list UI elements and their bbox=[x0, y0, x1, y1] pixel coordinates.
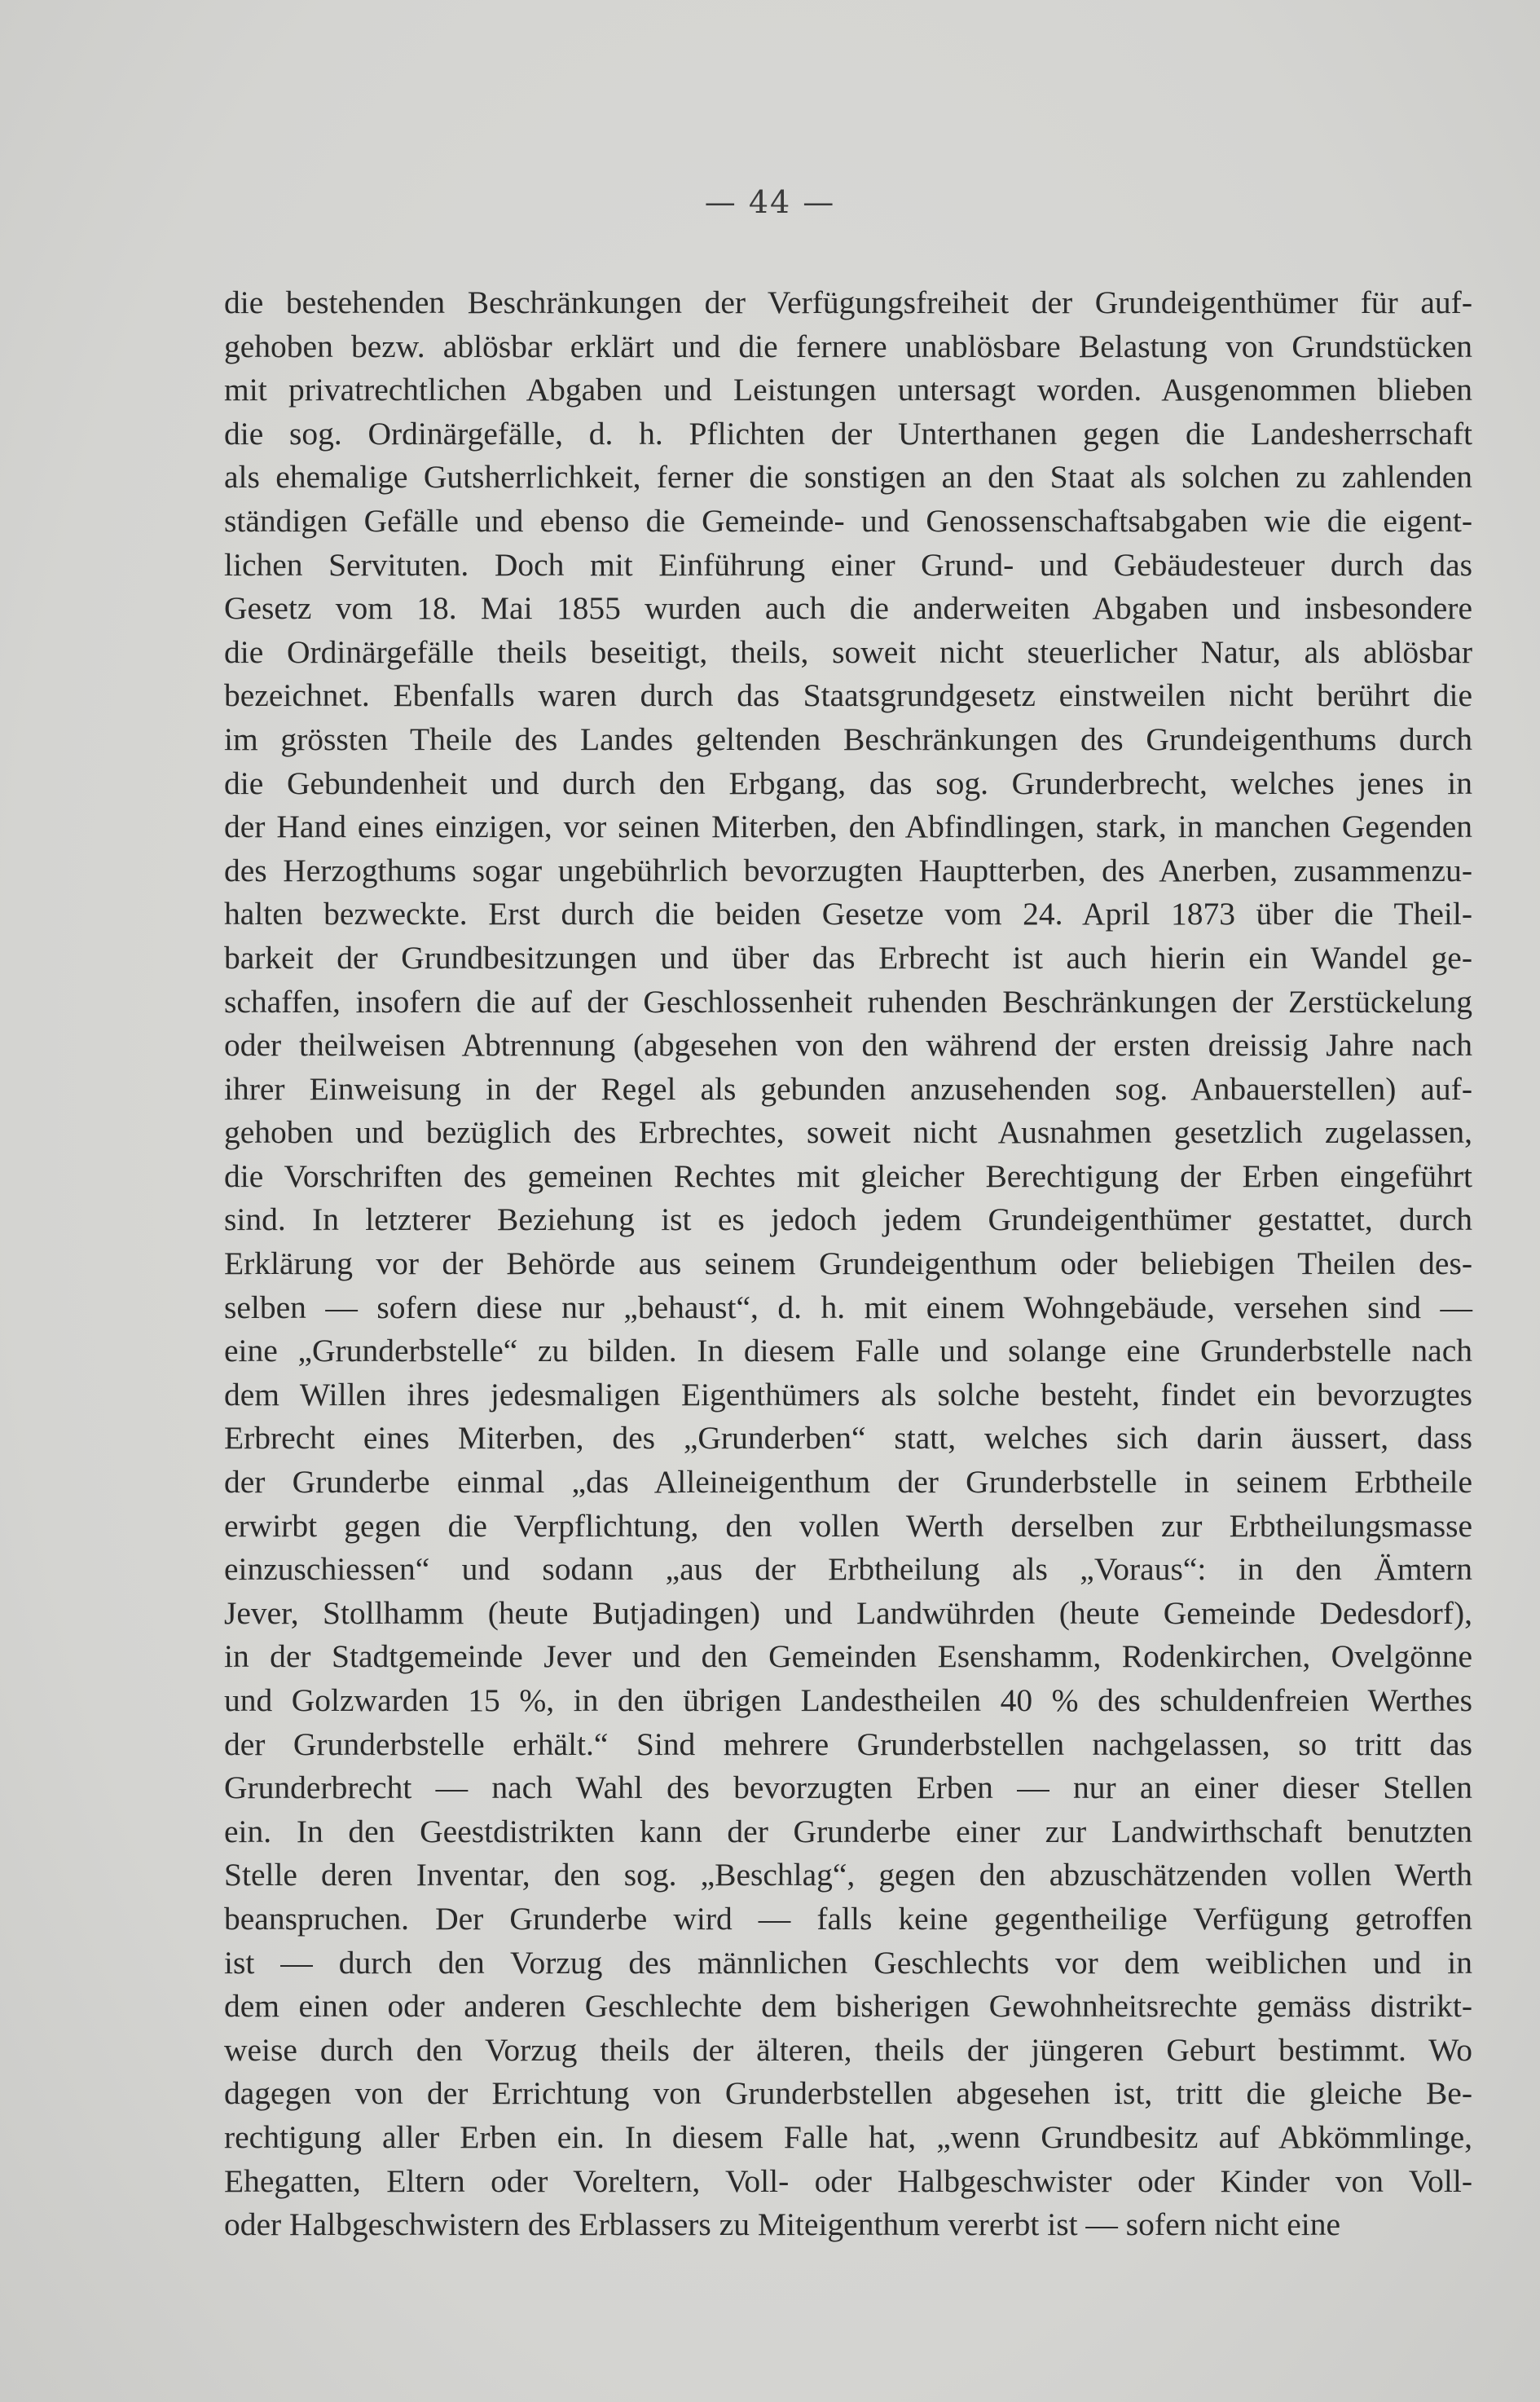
text-line: dem Willen ihres jedesmaligen Eigenthümers als solche besteht, findet ein bevorzugtes bbox=[224, 1376, 1472, 1413]
text-line: selben — sofern diese nur „behaust“, d. h. mit einem Wohngebäude, versehen sind — bbox=[224, 1289, 1472, 1325]
text-line: der Hand eines einzigen, vor seinen Miterben, den Abfindlingen, stark, in manchen Gegenden bbox=[224, 809, 1472, 845]
text-line: bezeichnet. Ebenfalls waren durch das Staatsgrundgesetz einstweilen nicht berührt die bbox=[224, 677, 1472, 714]
text-line: der Grunderbe einmal „das Alleineigenthum der Grunderbstelle in seinem Erbtheile bbox=[224, 1464, 1472, 1501]
text-line: ist — durch den Vorzug des männlichen Geschlechts vor dem weiblichen und in bbox=[224, 1944, 1472, 1981]
page-number: — 44 — bbox=[704, 184, 836, 220]
text-line: Erklärung vor der Behörde aus seinem Grundeigenthum oder beliebigen Theilen des- bbox=[224, 1245, 1472, 1282]
text-line: gehoben und bezüglich des Erbrechtes, soweit nicht Ausnahmen gesetzlich zugelassen, bbox=[224, 1114, 1472, 1151]
text-line: und Golzwarden 15 %, in den übrigen Landestheilen 40 % des schuldenfreien Werthes bbox=[224, 1682, 1472, 1718]
text-line: ein. In den Geestdistrikten kann der Grunderbe einer zur Landwirthschaft benutzten bbox=[224, 1813, 1472, 1849]
text-line: halten bezweckte. Erst durch die beiden Gesetze vom 24. April 1873 über die Theil- bbox=[224, 896, 1472, 932]
text-line: die sog. Ordinärgefälle, d. h. Pflichten der Unterthanen gegen die Landesherrschaft bbox=[224, 415, 1472, 452]
text-line: dagegen von der Errichtung von Grunderbstellen abgesehen ist, tritt die gleiche Be- bbox=[224, 2075, 1472, 2112]
text-line: die bestehenden Beschränkungen der Verfügungsfreiheit der Grundeigenthümer für auf- bbox=[224, 284, 1472, 320]
text-line: weise durch den Vorzug theils der älteren, theils der jüngeren Geburt bestimmt. Wo bbox=[224, 2031, 1472, 2068]
text-line: ständigen Gefälle und ebenso die Gemeinde- und Genossenschaftsabgaben wie die eigent- bbox=[224, 502, 1472, 539]
text-line: Grunderbrecht — nach Wahl des bevorzugten Erben — nur an einer dieser Stellen bbox=[224, 1770, 1472, 1806]
text-line: lichen Servituten. Doch mit Einführung einer Grund- und Gebäudesteuer durch das bbox=[224, 546, 1472, 583]
text-line: mit privatrechtlichen Abgaben und Leistungen untersagt worden. Ausgenommen blieben bbox=[224, 372, 1472, 408]
text-line: die Ordinärgefälle theils beseitigt, theils, soweit nicht steuerlicher Natur, als ablösbar bbox=[224, 633, 1472, 670]
text-line: des Herzogthums sogar ungebührlich bevorzugten Hauptterben, des Anerben, zusammenzu- bbox=[224, 852, 1472, 888]
text-line: ihrer Einweisung in der Regel als gebunden anzusehenden sog. Anbauerstellen) auf- bbox=[224, 1070, 1472, 1107]
text-line: barkeit der Grundbesitzungen und über das Erbrecht ist auch hierin ein Wandel ge- bbox=[224, 939, 1472, 976]
text-line: schaffen, insofern die auf der Geschlossenheit ruhenden Beschränkungen der Zerstückelung bbox=[224, 983, 1472, 1020]
text-line: im grössten Theile des Landes geltenden Beschränkungen des Grundeigenthums durch bbox=[224, 721, 1472, 757]
text-line: gehoben bezw. ablösbar erklärt und die fernere unablösbare Belastung von Grundstücken bbox=[224, 328, 1472, 364]
text-line: eine „Grunderbstelle“ zu bilden. In diesem Falle und solange eine Grunderbstelle nach bbox=[224, 1333, 1472, 1369]
text-line: in der Stadtgemeinde Jever und den Gemeinden Esenshamm, Rodenkirchen, Ovelgönne bbox=[224, 1638, 1472, 1675]
text-line: beanspruchen. Der Grunderbe wird — falls keine gegentheilige Verfügung getroffen bbox=[224, 1900, 1472, 1937]
text-line: Jever, Stollhamm (heute Butjadingen) und Landwührden (heute Gemeinde Dedesdorf), bbox=[224, 1594, 1472, 1631]
text-line: einzuschiessen“ und sodann „aus der Erbtheilung als „Voraus“: in den Ämtern bbox=[224, 1551, 1472, 1588]
text-line: oder theilweisen Abtrennung (abgesehen von den während der ersten dreissig Jahre nach bbox=[224, 1027, 1472, 1064]
text-line: Gesetz vom 18. Mai 1855 wurden auch die anderweiten Abgaben und insbesondere bbox=[224, 590, 1472, 627]
text-line: die Gebundenheit und durch den Erbgang, das sog. Grunderbrecht, welches jenes in bbox=[224, 765, 1472, 801]
text-line: als ehemalige Gutsherrlichkeit, ferner die sonstigen an den Staat als solchen zu zahlenden bbox=[224, 459, 1472, 496]
text-line: oder Halbgeschwistern des Erblassers zu Miteigenthum vererbt ist — sofern nicht eine bbox=[224, 2206, 1341, 2243]
text-line: Stelle deren Inventar, den sog. „Beschlag“, gegen den abzuschätzenden vollen Werth bbox=[224, 1857, 1472, 1893]
text-line: rechtigung aller Erben ein. In diesem Falle hat, „wenn Grundbesitz auf Abkömmlinge, bbox=[224, 2118, 1472, 2155]
text-line: Ehegatten, Eltern oder Voreltern, Voll- oder Halbgeschwister oder Kinder von Voll- bbox=[224, 2162, 1472, 2199]
text-line: der Grunderbstelle erhält.“ Sind mehrere Grunderbstellen nachgelassen, so tritt das bbox=[224, 1725, 1472, 1762]
text-line: Erbrecht eines Miterben, des „Grunderben“ statt, welches sich darin äussert, dass bbox=[224, 1420, 1472, 1457]
body-text bbox=[224, 281, 1472, 2247]
text-line: erwirbt gegen die Verpflichtung, den vollen Werth derselben zur Erbtheilungsmasse bbox=[224, 1507, 1472, 1544]
text-line: die Vorschriften des gemeinen Rechtes mit gleicher Berechtigung der Erben eingeführt bbox=[224, 1157, 1472, 1194]
text-line: sind. In letzterer Beziehung ist es jedoch jedem Grundeigenthümer gestattet, durch bbox=[224, 1201, 1472, 1238]
text-line: dem einen oder anderen Geschlechte dem bisherigen Gewohnheitsrechte gemäss distrikt- bbox=[224, 1988, 1472, 2025]
